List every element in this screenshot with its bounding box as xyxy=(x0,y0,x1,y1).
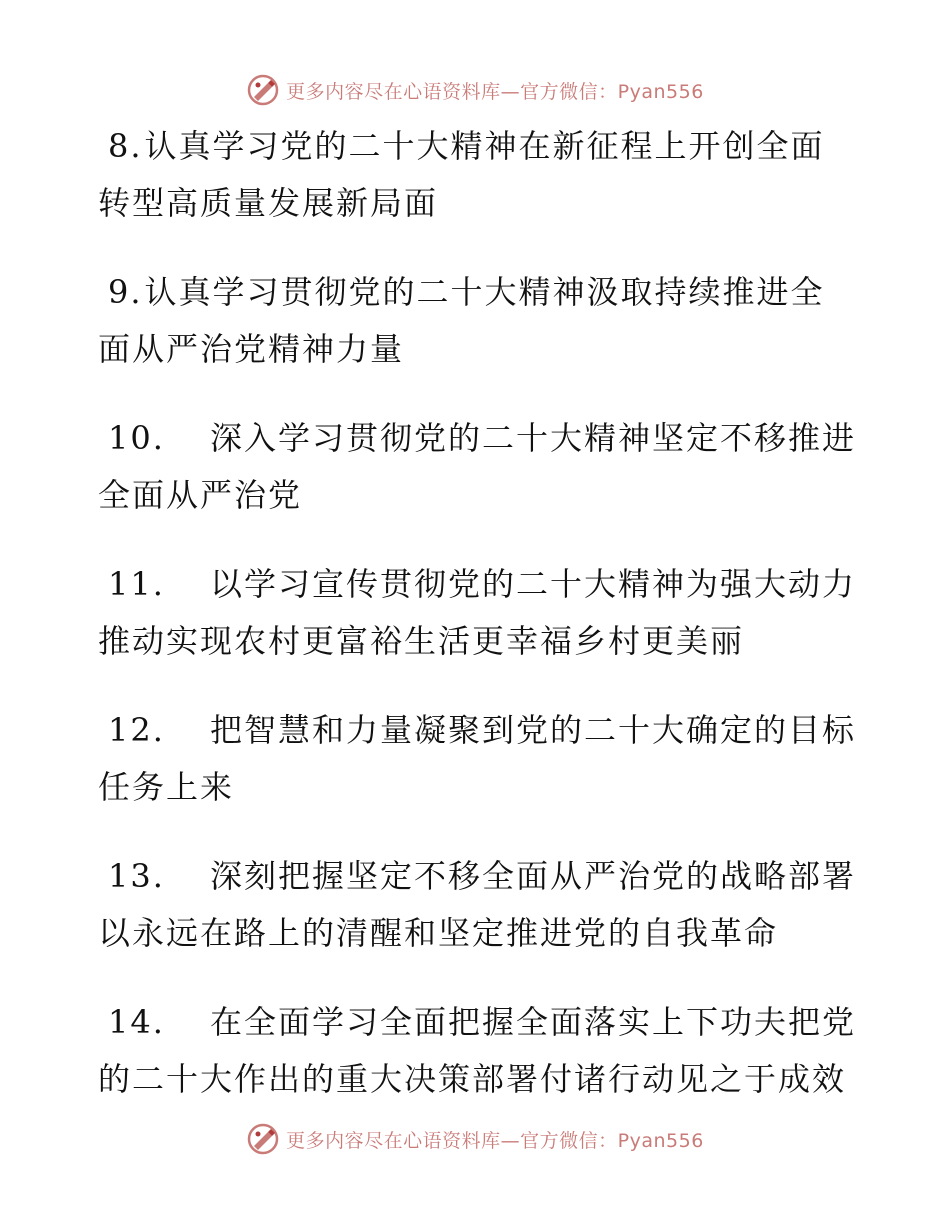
list-item xyxy=(98,848,858,962)
item-text: 深刻把握坚定不移全面从严治党的战略部署以永远在路上的清醒和坚定推进党的自我革命 xyxy=(98,857,857,952)
list-item xyxy=(98,994,858,1108)
item-number: 12. xyxy=(108,711,165,749)
item-number: 13. xyxy=(108,857,165,895)
watermark-header xyxy=(0,70,950,110)
item-number: 9. xyxy=(108,273,143,311)
item-text: 深入学习贯彻党的二十大精神坚定不移推进全面从严治党 xyxy=(98,419,857,514)
item-text: 认真学习党的二十大精神在新征程上开创全面转型高质量发展新局面 xyxy=(98,127,825,222)
document-body xyxy=(98,118,858,1123)
list-item xyxy=(98,118,858,232)
item-number: 11. xyxy=(108,565,165,603)
list-item xyxy=(98,410,858,524)
item-text: 以学习宣传贯彻党的二十大精神为强大动力推动实现农村更富裕生活更幸福乡村更美丽 xyxy=(98,565,857,660)
item-number: 8. xyxy=(108,127,143,165)
watermark-text: 更多内容尽在心语资料库—官方微信：Pyan556 xyxy=(286,1129,704,1152)
list-item xyxy=(98,702,858,816)
watermark-footer xyxy=(0,1119,950,1159)
watermark-text: 更多内容尽在心语资料库—官方微信：Pyan556 xyxy=(286,80,704,103)
pen-logo-icon xyxy=(246,1122,280,1156)
item-text: 认真学习贯彻党的二十大精神汲取持续推进全面从严治党精神力量 xyxy=(98,273,825,368)
item-number: 10. xyxy=(108,419,165,457)
item-text: 在全面学习全面把握全面落实上下功夫把党的二十大作出的重大决策部署付诸行动见之于成效 xyxy=(98,1003,857,1098)
list-item xyxy=(98,264,858,378)
item-text: 把智慧和力量凝聚到党的二十大确定的目标任务上来 xyxy=(98,711,857,806)
item-number: 14. xyxy=(108,1003,165,1041)
list-item xyxy=(98,556,858,670)
pen-logo-icon xyxy=(246,73,280,107)
